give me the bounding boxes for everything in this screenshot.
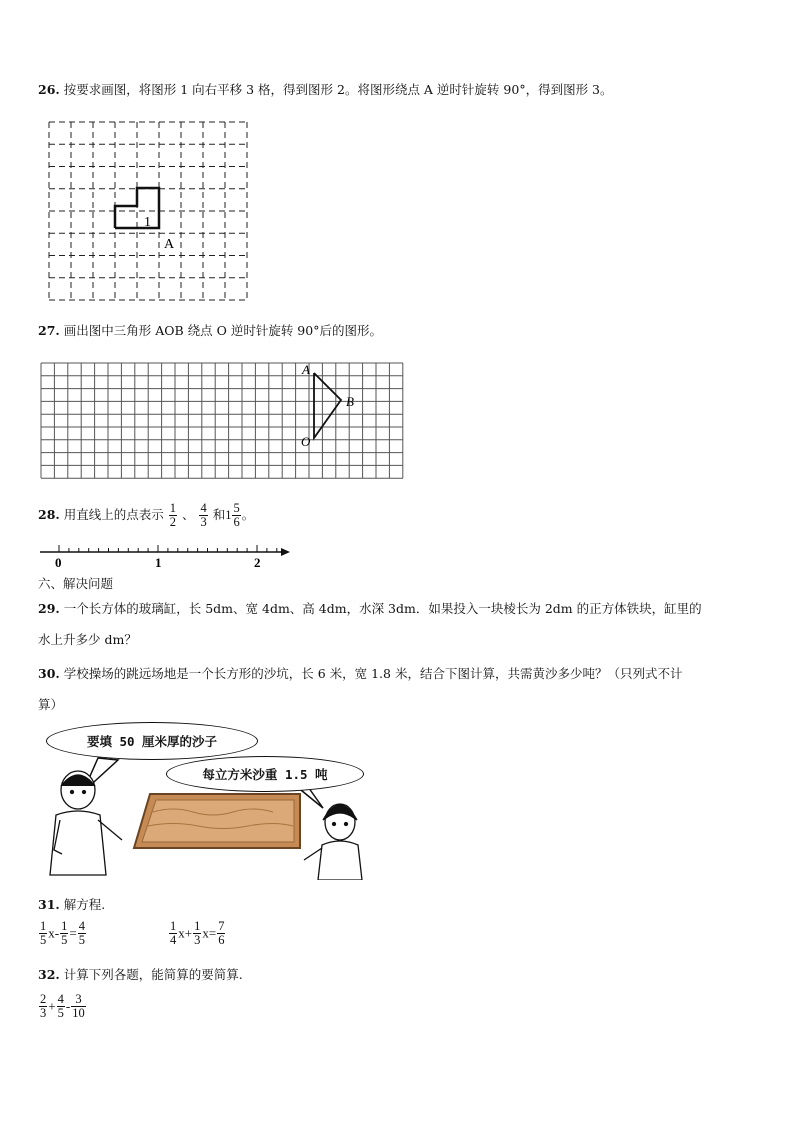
question-text: 学校操场的跳远场地是一个长方形的沙坑，长 6 米，宽 1.8 米，结合下图计算，共需黄沙多少吨？（只列式不计 (63, 666, 683, 681)
point-a-label: A (164, 237, 175, 252)
number-line (38, 543, 298, 569)
question-text: 用直线上的点表示 (63, 507, 164, 522)
question-31 (38, 895, 105, 915)
shape-1-label: 1 (144, 215, 151, 230)
question-number: 29. (38, 601, 60, 616)
grid-q26 (40, 118, 255, 308)
question-number: 28. (38, 507, 60, 522)
triangle-aob (314, 373, 341, 438)
grid-q27 (38, 360, 404, 482)
question-number: 31. (38, 897, 60, 912)
illustration-q30 (38, 720, 378, 880)
speech-bubble-2: 每立方米沙重 1.5 吨 (166, 756, 364, 792)
question-text: 按要求画图，将图形 1 向右平移 3 格，得到图形 2。将图形绕点 A 逆时针旋转 90°，得到图形 3。 (63, 82, 613, 97)
question-32 (38, 965, 243, 985)
question-text: 解方程. (63, 897, 106, 912)
question-30 (38, 664, 682, 684)
label-o: O (301, 434, 311, 449)
girl-figure (304, 804, 362, 880)
question-29 (38, 599, 702, 619)
equation-1: $\frac{1}{5}$ x- $\frac{1}{5}$ = $\frac{4}{5}$ (40, 919, 85, 947)
tick-label-2: 2 (254, 555, 261, 569)
question-28: 28. 用直线上的点表示 $\frac{1}{2}$ 、 $\frac{4}{3}$ 和1 $\frac{5}{6}$ 。 (38, 501, 255, 529)
question-26 (38, 80, 613, 100)
question-number: 26. (38, 82, 60, 97)
question-number: 30. (38, 666, 60, 681)
tick-label-1: 1 (155, 555, 162, 569)
question-29-line2: 水上升多少 dm？ (38, 632, 137, 647)
expression-q32: $\frac{2}{3}$ + $\frac{4}{5}$ - $\frac{3}{10}$ (40, 992, 85, 1020)
question-30-line2: 算） (38, 697, 64, 712)
question-number: 27. (38, 323, 60, 338)
question-text: 计算下列各题，能简算的要简算. (63, 967, 243, 982)
question-text: 一个长方体的玻璃缸，长 5dm、宽 4dm、高 4dm，水深 3dm．如果投入一块棱长为 2dm 的正方体铁块，缸里的 (63, 601, 702, 616)
fraction-4-3: $\frac{4}{3}$ (200, 501, 207, 529)
tick-label-0: 0 (55, 555, 62, 569)
fraction-5-6: $\frac{5}{6}$ (233, 501, 240, 529)
question-text: 画出图中三角形 AOB 绕点 O 逆时针旋转 90°后的图形。 (63, 323, 382, 338)
equation-2: $\frac{1}{4}$ x+ $\frac{1}{3}$ x= $\frac{7}{6}$ (170, 919, 225, 947)
question-number: 32. (38, 967, 60, 982)
boy-figure (50, 771, 122, 875)
label-b: B (346, 394, 354, 409)
fraction-1-2: $\frac{1}{2}$ (169, 501, 176, 529)
section-heading: 六、解决问题 (38, 576, 114, 591)
speech-bubble-1: 要填 50 厘米厚的沙子 (46, 722, 258, 760)
question-27 (38, 321, 382, 341)
label-a: A (302, 362, 310, 377)
